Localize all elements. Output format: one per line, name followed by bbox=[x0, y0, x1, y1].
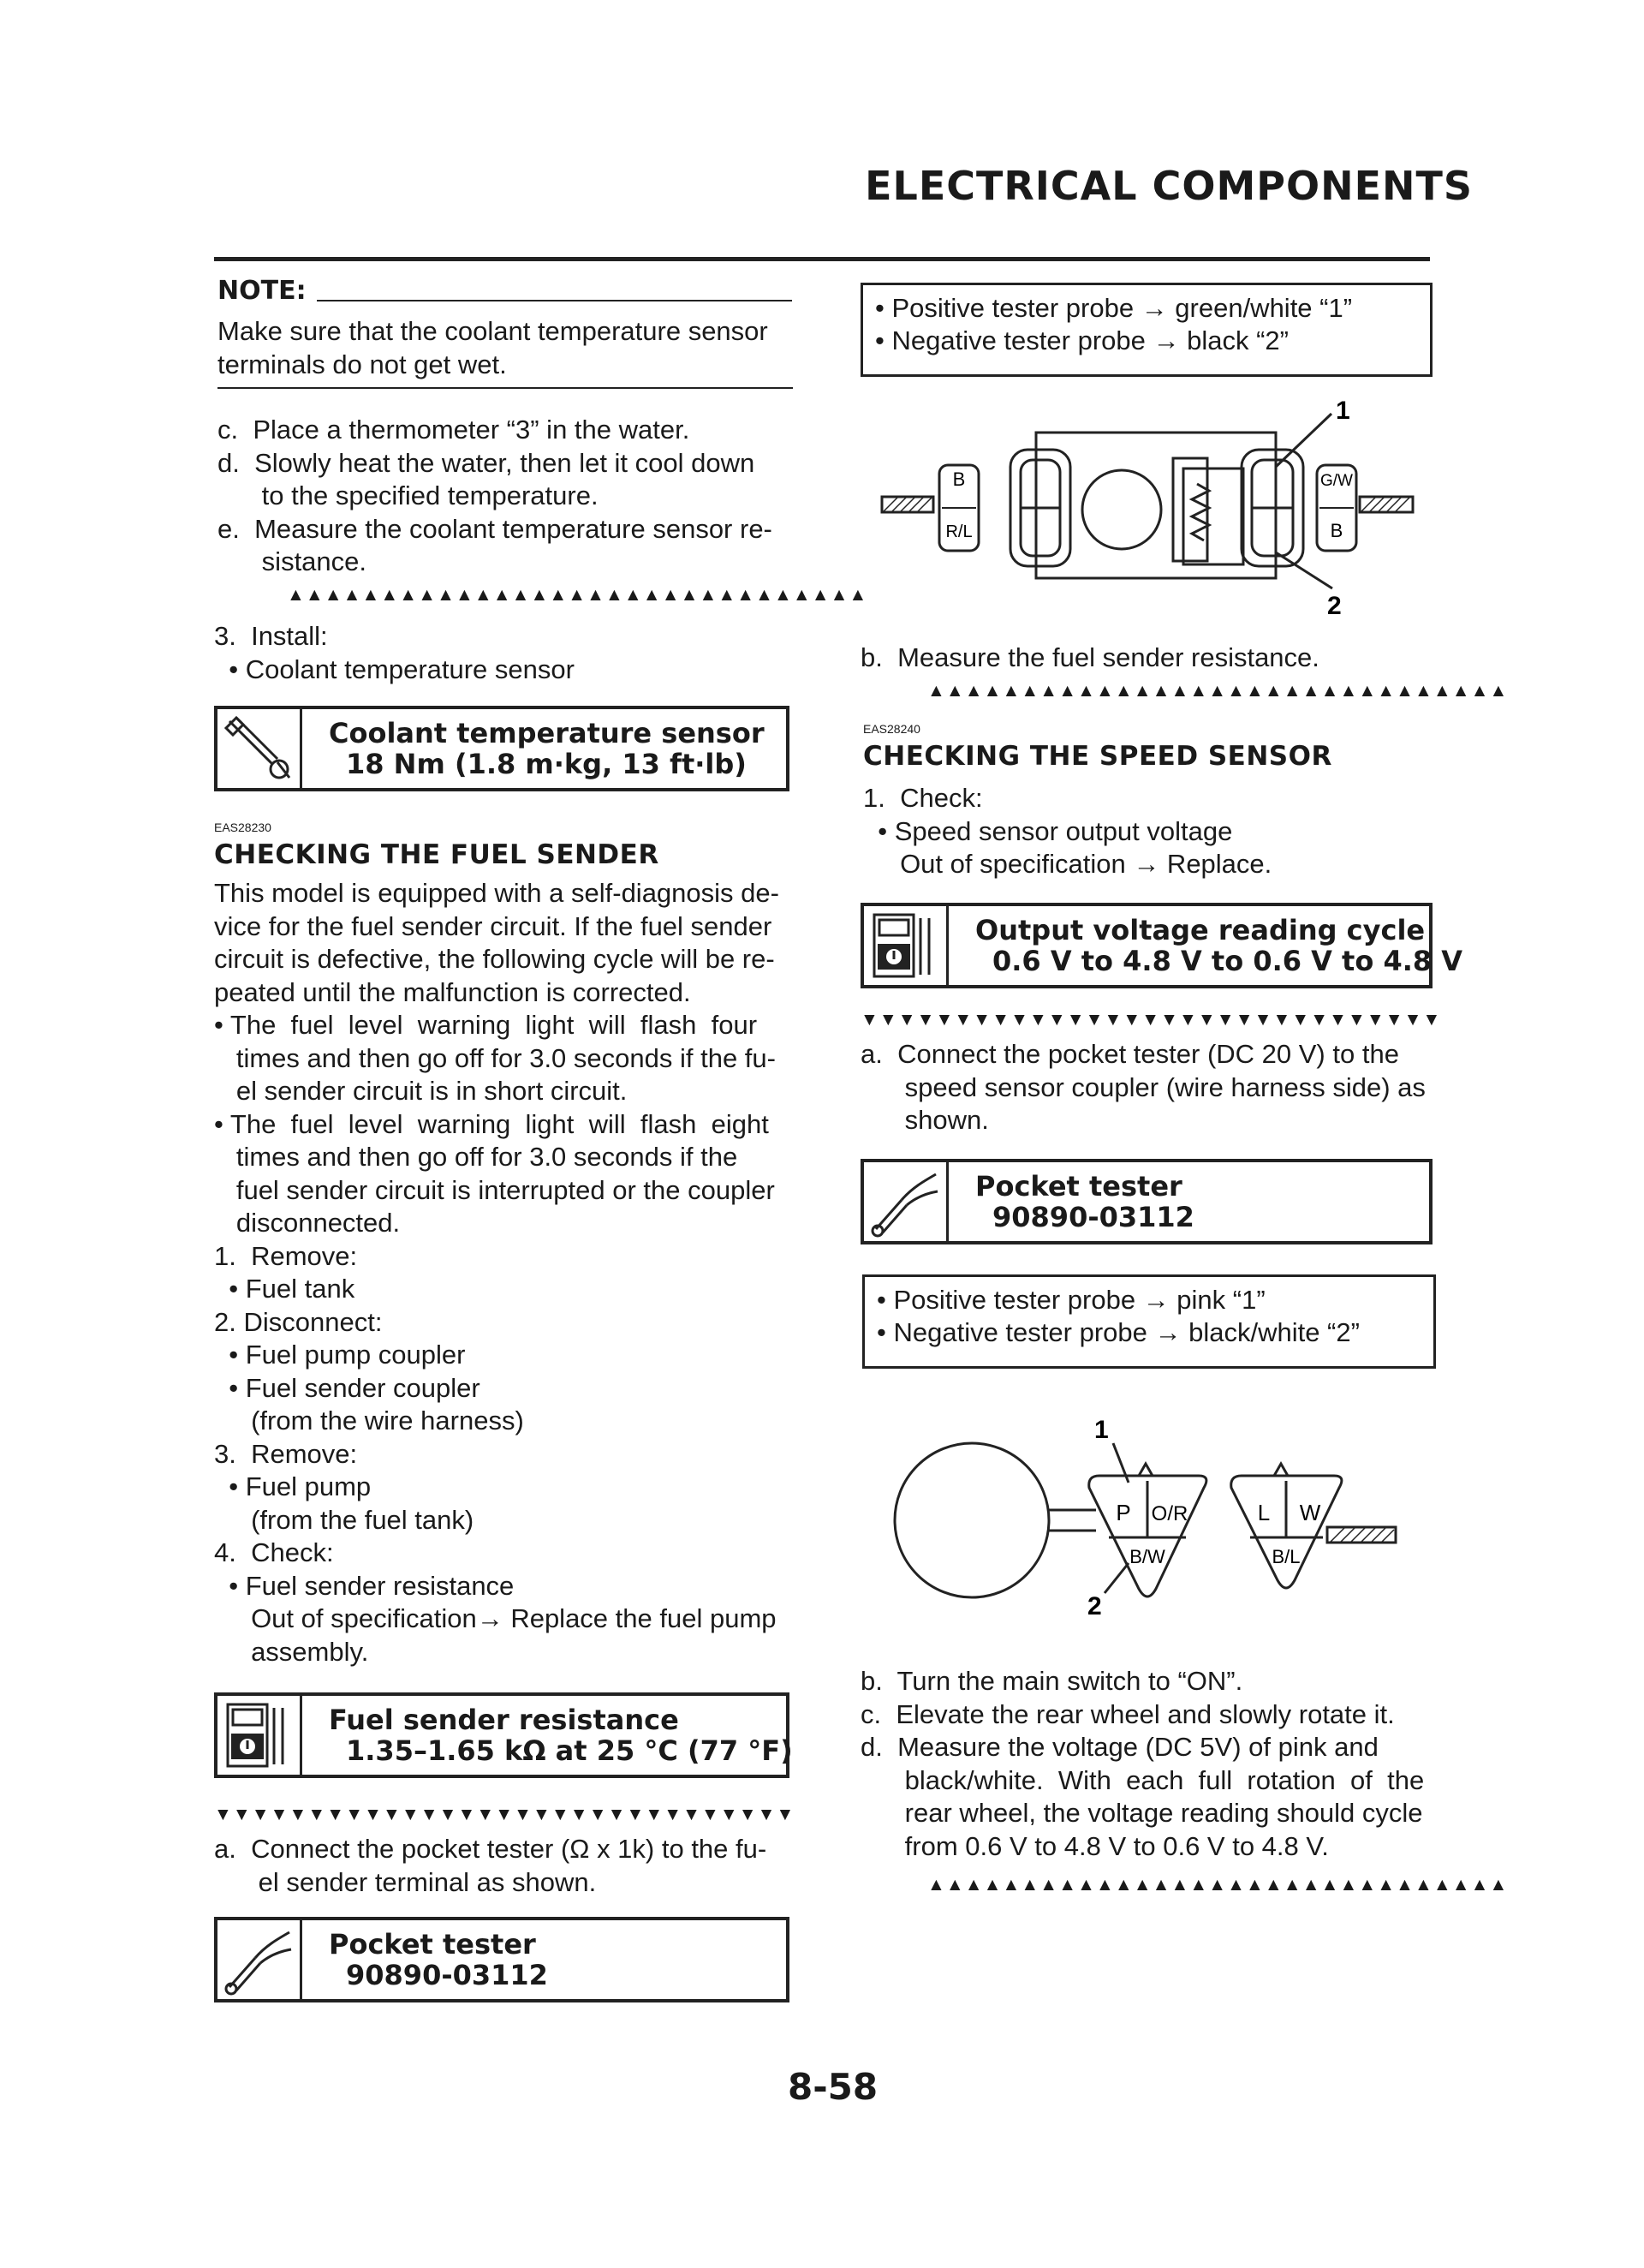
end-marker-triangles: ▲▲▲▲▲▲▲▲▲▲▲▲▲▲▲▲▲▲▲▲▲▲▲▲▲▲▲▲▲▲▲ bbox=[927, 681, 1509, 701]
pin-label: B/W bbox=[1129, 1546, 1165, 1567]
pin-label: L bbox=[1257, 1500, 1271, 1525]
section-heading-fuel-sender: CHECKING THE FUEL SENDER bbox=[214, 839, 659, 870]
spec-box-resistance bbox=[214, 1692, 793, 1778]
note-rule-top bbox=[317, 300, 792, 301]
spec-value: 0.6 V to 4.8 V to 0.6 V to 4.8 V bbox=[992, 945, 1463, 977]
install-step: 3. Install: • Coolant temperature sensor bbox=[214, 621, 575, 684]
page-number: 8-58 bbox=[788, 2066, 879, 2108]
spec-name: Output voltage reading cycle bbox=[975, 914, 1426, 946]
spec-box-pocket-tester bbox=[214, 1917, 789, 2002]
probe-box-speed-sensor: • Positive tester probe → pink “1” • Negative tester probe → black/white “2” bbox=[862, 1274, 1436, 1369]
section-code: EAS28240 bbox=[863, 722, 920, 736]
pin-label: B bbox=[1330, 520, 1343, 541]
fuel-sender-body: This model is equipped with a self-diagnosis de- vice for the fuel sender circuit. If the fuel sender circuit is defective, the following cycle will be re- peated until the malfunction is corrected. • The fuel level warning light will flash four times and then go off for 3.0 seconds if the fu- el sender circuit is in short circuit. • The fuel level warning light will flash eight times and then go off for 3.0 seconds if the fuel sender circuit is interrupted or the coupler disconnected. 1. Remove: • Fuel tank 2. Disconnect: • Fuel pump coupler • Fuel sender coupler (from the wire harness) 3. Remove: • Fuel pump (from the fuel tank) 4. Check: • Fuel sender resistance Out of specification→ Replace the fuel pump assembly. bbox=[214, 878, 779, 1667]
spec-box-output-voltage bbox=[861, 903, 1463, 988]
spec-name: Fuel sender resistance bbox=[329, 1704, 679, 1736]
spec-name: Pocket tester bbox=[329, 1928, 536, 1961]
fuel-sender-connector-diagram bbox=[873, 390, 1421, 630]
page-header-title: ELECTRICAL COMPONENTS bbox=[865, 163, 1473, 209]
measure-fuel-step: b. Measure the fuel sender resistance. bbox=[861, 642, 1319, 672]
section-code: EAS28230 bbox=[214, 821, 271, 834]
pocket-tester-icon bbox=[864, 1162, 949, 1241]
spec-box-pocket-tester bbox=[861, 1159, 1433, 1244]
pin-label: P bbox=[1116, 1500, 1131, 1525]
pocket-tester-icon bbox=[217, 1920, 302, 1999]
torque-wrench-icon bbox=[217, 709, 302, 788]
spec-value: 1.35–1.65 kΩ at 25 °C (77 °F) bbox=[346, 1734, 793, 1767]
start-marker-triangles: ▼▼▼▼▼▼▼▼▼▼▼▼▼▼▼▼▼▼▼▼▼▼▼▼▼▼▼▼▼▼▼ bbox=[861, 1010, 1442, 1030]
probe-box-fuel-sender: • Positive tester probe → green/white “1” • Negative tester probe → black “2” bbox=[861, 283, 1433, 377]
speed-check-step: 1. Check: • Speed sensor output voltage Out of specification → Replace. bbox=[863, 783, 1272, 879]
pin-label: G/W bbox=[1320, 472, 1353, 490]
speed-sensor-connector-diagram bbox=[890, 1409, 1404, 1640]
final-steps: b. Turn the main switch to “ON”. c. Elevate the rear wheel and slowly rotate it. d. Measure the voltage (DC 5V) of pink and black/white. With each full rotation of the rear wheel, the voltage reading should cycle from 0.6 V to 4.8 V to 0.6 V to 4.8 V. bbox=[861, 1666, 1425, 1861]
connect-step: a. Connect the pocket tester (Ω x 1k) to the fu- el sender terminal as shown. bbox=[214, 1834, 767, 1897]
multimeter-icon bbox=[217, 1696, 302, 1775]
pin-label: R/L bbox=[945, 522, 973, 541]
start-marker-triangles: ▼▼▼▼▼▼▼▼▼▼▼▼▼▼▼▼▼▼▼▼▼▼▼▼▼▼▼▼▼▼▼ bbox=[214, 1805, 795, 1824]
spec-name: Pocket tester bbox=[975, 1170, 1182, 1203]
spec-name: Coolant temperature sensor bbox=[329, 717, 765, 749]
spec-box-torque bbox=[214, 706, 789, 791]
pin-label: W bbox=[1299, 1500, 1321, 1525]
note-label: NOTE: bbox=[217, 276, 307, 306]
callout-2: 2 bbox=[1327, 592, 1342, 620]
section-heading-speed-sensor: CHECKING THE SPEED SENSOR bbox=[863, 741, 1332, 772]
end-marker-triangles: ▲▲▲▲▲▲▲▲▲▲▲▲▲▲▲▲▲▲▲▲▲▲▲▲▲▲▲▲▲▲▲ bbox=[927, 1875, 1509, 1895]
steps-c-to-e: c. Place a thermometer “3” in the water. d. Slowly heat the water, then let it cool down to the specified temperature. e. Measure the coolant temperature sensor re- sistance. bbox=[217, 415, 772, 576]
callout-2: 2 bbox=[1087, 1592, 1102, 1620]
pin-label: O/R bbox=[1151, 1502, 1188, 1525]
note-text: Make sure that the coolant temperature sensor terminals do not get wet. bbox=[217, 316, 768, 379]
spec-value: 90890-03112 bbox=[346, 1959, 548, 1991]
spec-value: 18 Nm (1.8 m·kg, 13 ft·lb) bbox=[346, 748, 747, 780]
multimeter-icon bbox=[864, 906, 949, 985]
end-marker-triangles: ▲▲▲▲▲▲▲▲▲▲▲▲▲▲▲▲▲▲▲▲▲▲▲▲▲▲▲▲▲▲▲ bbox=[287, 585, 868, 605]
spec-value: 90890-03112 bbox=[992, 1201, 1194, 1233]
pin-label: B/L bbox=[1272, 1546, 1301, 1567]
header-rule bbox=[214, 257, 1430, 261]
connect-speed-step: a. Connect the pocket tester (DC 20 V) to the speed sensor coupler (wire harness side) as shown. bbox=[861, 1039, 1426, 1135]
callout-1: 1 bbox=[1336, 397, 1350, 425]
pin-label: B bbox=[952, 469, 966, 490]
note-rule-bottom bbox=[217, 387, 793, 389]
callout-1: 1 bbox=[1094, 1416, 1109, 1444]
